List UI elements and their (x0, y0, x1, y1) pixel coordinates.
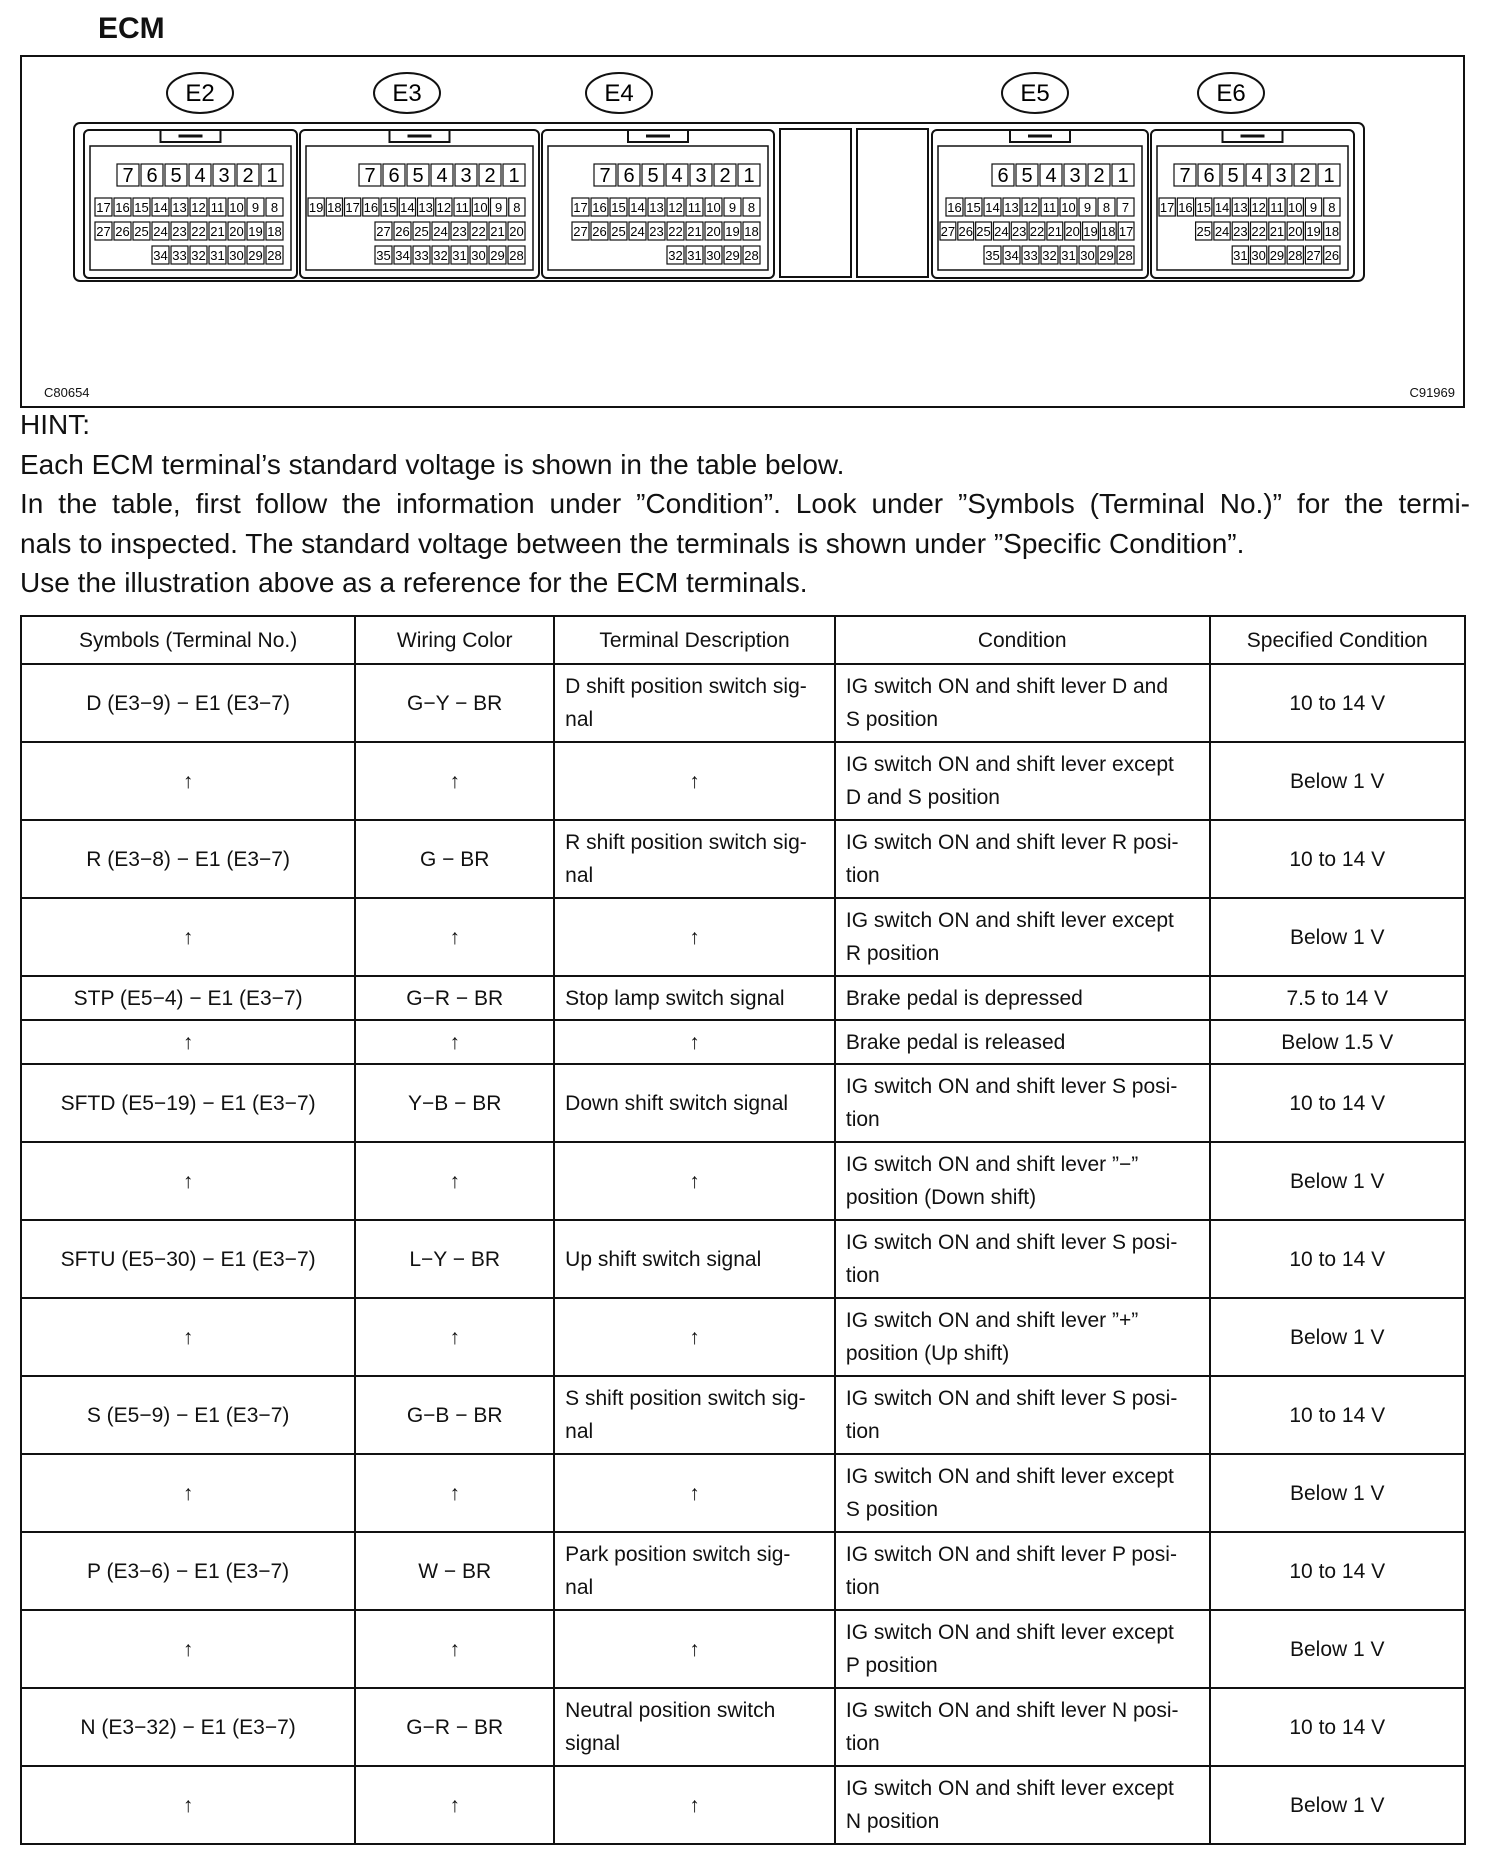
pin-number: 27 (96, 224, 111, 239)
cell-condition: IG switch ON and shift lever except N position (835, 1766, 1210, 1844)
pin-number: 13 (172, 200, 187, 215)
cell-terminal-description: ↑ (554, 898, 835, 976)
cell-symbols: ↑ (21, 1766, 355, 1844)
pin-number: 27 (376, 224, 391, 239)
hint-line-3: nals to inspected. The standard voltage between the terminals is shown under ”Specific Condition”. (20, 527, 1245, 559)
pin-number: 18 (267, 224, 282, 239)
pin-number: 26 (1324, 248, 1340, 263)
pin-number: 9 (1083, 200, 1092, 215)
pin-number: 31 (687, 248, 702, 263)
pin-number: 23 (1011, 224, 1027, 239)
pin-number: 8 (1102, 200, 1111, 215)
pin-number: 9 (1309, 200, 1318, 215)
table-row (21, 820, 1465, 898)
connector-label: E6 (1216, 80, 1246, 107)
pin-number: 31 (210, 248, 225, 263)
pin-number: 27 (1306, 248, 1321, 263)
pin-number: 27 (573, 224, 588, 239)
pin-number: 7 (599, 165, 611, 187)
cell-specified-condition: 10 to 14 V (1210, 1688, 1466, 1766)
cell-wiring-color: ↑ (355, 1454, 554, 1532)
header-wiring-color: Wiring Color (355, 616, 554, 664)
cell-symbols: ↑ (21, 1298, 355, 1376)
pin-number: 29 (490, 248, 505, 263)
table-row (21, 1376, 1465, 1454)
connector-label: E2 (185, 80, 215, 107)
pin-number: 15 (611, 200, 626, 215)
pin-number: 5 (1021, 165, 1033, 187)
table-row (21, 1220, 1465, 1298)
pin-number: 19 (308, 200, 324, 215)
table-body (21, 664, 1465, 1844)
pin-number: 5 (647, 165, 659, 187)
pin-number: 6 (146, 165, 158, 187)
pin-number: 24 (433, 224, 448, 239)
table-header-row (21, 616, 1465, 664)
cell-terminal-description: ↑ (554, 1454, 835, 1532)
cell-condition: Brake pedal is released (835, 1020, 1210, 1064)
pin-number: 2 (1299, 165, 1311, 187)
cell-terminal-description: ↑ (554, 1298, 835, 1376)
pin-number: 17 (573, 200, 588, 215)
pin-number: 13 (1004, 200, 1019, 215)
table-row (21, 1454, 1465, 1532)
pin-number: 11 (1042, 200, 1057, 215)
cell-condition: IG switch ON and shift lever P posi- tion (835, 1532, 1210, 1610)
pin-number: 26 (115, 224, 130, 239)
pin-number: 20 (706, 224, 721, 239)
pin-number: 16 (592, 200, 607, 215)
pin-number: 29 (1269, 248, 1285, 263)
pin-number: 2 (1093, 165, 1105, 187)
pin-number: 16 (947, 200, 962, 215)
pin-number: 18 (1324, 224, 1340, 239)
pin-number: 30 (1080, 248, 1095, 263)
pin-number: 16 (363, 200, 379, 215)
cell-symbols: STP (E5−4) − E1 (E3−7) (21, 976, 355, 1020)
pin-number: 31 (452, 248, 467, 263)
pin-number: 14 (1214, 200, 1230, 215)
pin-number: 30 (229, 248, 244, 263)
pin-number: 20 (1288, 224, 1303, 239)
cell-specified-condition: Below 1 V (1210, 898, 1466, 976)
cell-symbols: R (E3−8) − E1 (E3−7) (21, 820, 355, 898)
pin-number: 19 (725, 224, 740, 239)
cell-wiring-color: W − BR (355, 1532, 554, 1610)
pin-number: 12 (436, 200, 452, 215)
connector-label: E5 (1020, 80, 1050, 107)
cell-wiring-color: ↑ (355, 1610, 554, 1688)
cell-symbols: SFTD (E5−19) − E1 (E3−7) (21, 1064, 355, 1142)
pin-number: 21 (490, 224, 505, 239)
cell-condition: IG switch ON and shift lever D and S position (835, 664, 1210, 742)
pin-number: 31 (1233, 248, 1248, 263)
pin-number: 24 (1214, 224, 1230, 239)
cell-wiring-color: Y−B − BR (355, 1064, 554, 1142)
cell-specified-condition: Below 1 V (1210, 1298, 1466, 1376)
pin-number: 22 (1029, 224, 1045, 239)
pin-number: 23 (1233, 224, 1248, 239)
pin-number: 13 (649, 200, 664, 215)
pin-number: 33 (172, 248, 187, 263)
cell-condition: Brake pedal is depressed (835, 976, 1210, 1020)
pin-number: 14 (153, 200, 168, 215)
cell-condition: IG switch ON and shift lever S posi- tion (835, 1064, 1210, 1142)
pin-number: 5 (412, 165, 424, 187)
pin-number: 23 (172, 224, 187, 239)
hint-line-2: In the table, first follow the information under ”Condition”. Look under ”Symbols (Terminal No.)” for the termi- (20, 488, 1470, 519)
cell-condition: IG switch ON and shift lever except P position (835, 1610, 1210, 1688)
table-row (21, 1766, 1465, 1844)
cell-terminal-description: Stop lamp switch signal (554, 976, 835, 1020)
cell-specified-condition: 10 to 14 V (1210, 1532, 1466, 1610)
pin-number: 2 (484, 165, 496, 187)
cell-terminal-description: D shift position switch sig- nal (554, 664, 835, 742)
pin-number: 26 (592, 224, 607, 239)
connector-e4 (542, 73, 774, 278)
pin-number: 13 (418, 200, 433, 215)
cell-wiring-color: G−Y − BR (355, 664, 554, 742)
pin-number: 9 (728, 200, 737, 215)
cell-specified-condition: Below 1 V (1210, 1142, 1466, 1220)
pin-number: 10 (706, 200, 721, 215)
cell-specified-condition: 10 to 14 V (1210, 1220, 1466, 1298)
connector-e2 (84, 73, 297, 278)
pin-number: 15 (381, 200, 397, 215)
cell-wiring-color: ↑ (355, 1298, 554, 1376)
pin-number: 20 (229, 224, 244, 239)
hint-section (20, 405, 1470, 603)
pin-number: 22 (471, 224, 486, 239)
pin-number: 14 (985, 200, 1000, 215)
terminal-voltage-table (20, 615, 1466, 1845)
pin-number: 5 (1227, 165, 1239, 187)
pin-number: 8 (270, 200, 279, 215)
pin-number: 28 (267, 248, 282, 263)
pin-number: 32 (668, 248, 683, 263)
pin-number: 1 (266, 165, 278, 187)
table-row (21, 1532, 1465, 1610)
pin-number: 10 (1061, 200, 1076, 215)
table-row (21, 1610, 1465, 1688)
header-symbols: Symbols (Terminal No.) (21, 616, 355, 664)
pin-number: 10 (1288, 200, 1303, 215)
pin-number: 22 (191, 224, 206, 239)
cell-specified-condition: Below 1 V (1210, 1766, 1466, 1844)
pin-number: 21 (687, 224, 702, 239)
cell-condition: IG switch ON and shift lever N posi- tion (835, 1688, 1210, 1766)
pin-number: 15 (966, 200, 981, 215)
pin-number: 14 (630, 200, 645, 215)
pin-number: 21 (1269, 224, 1285, 239)
cell-terminal-description: R shift position switch sig- nal (554, 820, 835, 898)
pin-number: 8 (513, 200, 521, 215)
pin-number: 6 (388, 165, 400, 187)
pin-number: 3 (1069, 165, 1081, 187)
table-row (21, 1020, 1465, 1064)
table-row (21, 1064, 1465, 1142)
pin-number: 1 (743, 165, 755, 187)
pin-number: 23 (452, 224, 467, 239)
cell-specified-condition: 7.5 to 14 V (1210, 976, 1466, 1020)
ecm-connector-diagram (20, 55, 1465, 408)
cell-specified-condition: Below 1 V (1210, 1610, 1466, 1688)
cell-wiring-color: ↑ (355, 742, 554, 820)
cell-symbols: ↑ (21, 742, 355, 820)
pin-number: 19 (1306, 224, 1321, 239)
cell-terminal-description: Down shift switch signal (554, 1064, 835, 1142)
pin-number: 18 (1101, 224, 1116, 239)
blank-connector-slot (857, 129, 928, 277)
pin-number: 8 (747, 200, 756, 215)
pin-number: 32 (433, 248, 448, 263)
cell-specified-condition: Below 1.5 V (1210, 1020, 1466, 1064)
cell-wiring-color: G−R − BR (355, 1688, 554, 1766)
header-terminal-description: Terminal Description (554, 616, 835, 664)
pin-number: 24 (153, 224, 168, 239)
pin-number: 12 (1023, 200, 1038, 215)
pin-number: 11 (1270, 200, 1284, 215)
pin-number: 28 (744, 248, 759, 263)
cell-symbols: ↑ (21, 1142, 355, 1220)
pin-number: 1 (1323, 165, 1335, 187)
cell-symbols: D (E3−9) − E1 (E3−7) (21, 664, 355, 742)
pin-number: 35 (985, 248, 1000, 263)
pin-number: 17 (345, 200, 360, 215)
cell-condition: IG switch ON and shift lever R posi- tion (835, 820, 1210, 898)
pin-number: 25 (976, 224, 991, 239)
cell-condition: IG switch ON and shift lever except R position (835, 898, 1210, 976)
pin-number: 32 (1042, 248, 1057, 263)
pin-number: 30 (1251, 248, 1266, 263)
pin-number: 24 (630, 224, 645, 239)
pin-number: 11 (210, 200, 225, 215)
cell-symbols: P (E3−6) − E1 (E3−7) (21, 1532, 355, 1610)
pin-number: 31 (1061, 248, 1076, 263)
cell-condition: IG switch ON and shift lever ”+” position (Up shift) (835, 1298, 1210, 1376)
table-row (21, 898, 1465, 976)
pin-number: 2 (719, 165, 731, 187)
pin-number: 10 (473, 200, 488, 215)
pin-number: 34 (153, 248, 168, 263)
cell-terminal-description: Park position switch sig- nal (554, 1532, 835, 1610)
pin-number: 18 (327, 200, 342, 215)
header-condition: Condition (835, 616, 1210, 664)
cell-symbols: S (E5−9) − E1 (E3−7) (21, 1376, 355, 1454)
pin-number: 33 (1023, 248, 1038, 263)
pin-number: 15 (134, 200, 149, 215)
pin-number: 29 (725, 248, 740, 263)
pin-number: 29 (1099, 248, 1114, 263)
connector-e5 (932, 73, 1148, 278)
table-row (21, 1688, 1465, 1766)
pin-number: 19 (1083, 224, 1098, 239)
cell-terminal-description: ↑ (554, 1142, 835, 1220)
pin-number: 30 (471, 248, 486, 263)
pin-number: 4 (436, 165, 448, 187)
blank-connector-slot (780, 129, 851, 277)
pin-number: 4 (671, 165, 683, 187)
pin-number: 33 (414, 248, 429, 263)
pin-number: 7 (122, 165, 134, 187)
pin-number: 2 (242, 165, 254, 187)
pin-number: 10 (229, 200, 244, 215)
pin-number: 16 (1178, 200, 1193, 215)
cell-symbols: SFTU (E5−30) − E1 (E3−7) (21, 1220, 355, 1298)
pin-number: 12 (191, 200, 206, 215)
cell-wiring-color: ↑ (355, 1766, 554, 1844)
connector-e3 (300, 73, 539, 278)
pin-number: 25 (134, 224, 149, 239)
cell-terminal-description: ↑ (554, 1766, 835, 1844)
cell-terminal-description: Up shift switch signal (554, 1220, 835, 1298)
cell-wiring-color: G−R − BR (355, 976, 554, 1020)
table-row (21, 742, 1465, 820)
table-row (21, 976, 1465, 1020)
pin-number: 17 (1159, 200, 1175, 215)
pin-number: 28 (1288, 248, 1303, 263)
connector-illustration (22, 57, 1463, 406)
cell-symbols: ↑ (21, 1610, 355, 1688)
pin-number: 23 (649, 224, 664, 239)
pin-number: 15 (1196, 200, 1211, 215)
pin-number: 27 (940, 224, 956, 239)
hint-line-1: Each ECM terminal’s standard voltage is shown in the table below. (20, 448, 845, 480)
connector-label: E4 (604, 80, 634, 107)
pin-number: 19 (248, 224, 263, 239)
pin-number: 11 (687, 200, 702, 215)
cell-terminal-description: ↑ (554, 1610, 835, 1688)
pin-number: 32 (191, 248, 206, 263)
pin-number: 6 (1203, 165, 1215, 187)
pin-number: 9 (495, 200, 503, 215)
pin-number: 16 (115, 200, 130, 215)
pin-number: 3 (695, 165, 707, 187)
pin-number: 25 (611, 224, 626, 239)
pin-number: 8 (1328, 200, 1336, 215)
cell-specified-condition: Below 1 V (1210, 1454, 1466, 1532)
pin-number: 34 (1004, 248, 1019, 263)
figure-code-left: C80654 (44, 385, 90, 400)
cell-wiring-color: G−B − BR (355, 1376, 554, 1454)
cell-condition: IG switch ON and shift lever S posi- tion (835, 1376, 1210, 1454)
cell-terminal-description: ↑ (554, 742, 835, 820)
pin-number: 5 (170, 165, 182, 187)
pin-number: 4 (194, 165, 206, 187)
pin-number: 22 (1251, 224, 1266, 239)
table-row (21, 1298, 1465, 1376)
pin-number: 22 (668, 224, 683, 239)
connector-e6 (1151, 73, 1354, 278)
cell-terminal-description: ↑ (554, 1020, 835, 1064)
pin-number: 18 (744, 224, 759, 239)
cell-wiring-color: ↑ (355, 898, 554, 976)
pin-number: 17 (1118, 224, 1134, 239)
pin-number: 14 (400, 200, 415, 215)
cell-symbols: ↑ (21, 898, 355, 976)
cell-specified-condition: Below 1 V (1210, 742, 1466, 820)
cell-specified-condition: 10 to 14 V (1210, 664, 1466, 742)
pin-number: 9 (251, 200, 260, 215)
cell-specified-condition: 10 to 14 V (1210, 1064, 1466, 1142)
hint-line-4: Use the illustration above as a reference for the ECM terminals. (20, 567, 808, 598)
cell-condition: IG switch ON and shift lever except D and S position (835, 742, 1210, 820)
pin-number: 28 (509, 248, 524, 263)
pin-number: 7 (1179, 165, 1191, 187)
pin-number: 6 (997, 165, 1009, 187)
pin-number: 7 (1121, 200, 1130, 215)
cell-wiring-color: ↑ (355, 1020, 554, 1064)
pin-number: 21 (1047, 224, 1063, 239)
cell-terminal-description: Neutral position switch signal (554, 1688, 835, 1766)
hint-label: HINT: (20, 409, 90, 440)
cell-wiring-color: G − BR (355, 820, 554, 898)
pin-number: 12 (1251, 200, 1266, 215)
cell-condition: IG switch ON and shift lever except S position (835, 1454, 1210, 1532)
figure-code-right: C91969 (1409, 385, 1455, 400)
pin-number: 12 (668, 200, 683, 215)
cell-symbols: ↑ (21, 1020, 355, 1064)
pin-number: 26 (958, 224, 973, 239)
cell-wiring-color: ↑ (355, 1142, 554, 1220)
cell-wiring-color: L−Y − BR (355, 1220, 554, 1298)
pin-number: 3 (218, 165, 230, 187)
cell-symbols: ↑ (21, 1454, 355, 1532)
pin-number: 26 (395, 224, 410, 239)
pin-number: 30 (706, 248, 721, 263)
pin-number: 17 (96, 200, 111, 215)
connector-label: E3 (392, 80, 422, 107)
pin-number: 1 (508, 165, 520, 187)
pin-number: 21 (210, 224, 225, 239)
page-title: ECM (98, 12, 165, 45)
pin-number: 3 (460, 165, 472, 187)
pin-number: 25 (1196, 224, 1211, 239)
pin-number: 29 (248, 248, 263, 263)
cell-specified-condition: 10 to 14 V (1210, 820, 1466, 898)
pin-number: 35 (376, 248, 391, 263)
pin-number: 13 (1233, 200, 1248, 215)
pin-number: 20 (509, 224, 524, 239)
pin-number: 6 (623, 165, 635, 187)
pin-number: 34 (395, 248, 410, 263)
pin-number: 3 (1275, 165, 1287, 187)
cell-specified-condition: 10 to 14 V (1210, 1376, 1466, 1454)
cell-condition: IG switch ON and shift lever S posi- tion (835, 1220, 1210, 1298)
cell-terminal-description: S shift position switch sig- nal (554, 1376, 835, 1454)
pin-number: 11 (455, 200, 469, 215)
pin-number: 4 (1045, 165, 1057, 187)
pin-number: 7 (364, 165, 376, 187)
pin-number: 28 (1118, 248, 1133, 263)
pin-number: 24 (994, 224, 1009, 239)
pin-number: 25 (414, 224, 429, 239)
pin-number: 4 (1251, 165, 1263, 187)
table-row (21, 1142, 1465, 1220)
pin-number: 1 (1117, 165, 1129, 187)
pin-number: 20 (1065, 224, 1080, 239)
table-row (21, 664, 1465, 742)
cell-symbols: N (E3−32) − E1 (E3−7) (21, 1688, 355, 1766)
cell-condition: IG switch ON and shift lever ”−” position (Down shift) (835, 1142, 1210, 1220)
header-specified-condition: Specified Condition (1210, 616, 1466, 664)
